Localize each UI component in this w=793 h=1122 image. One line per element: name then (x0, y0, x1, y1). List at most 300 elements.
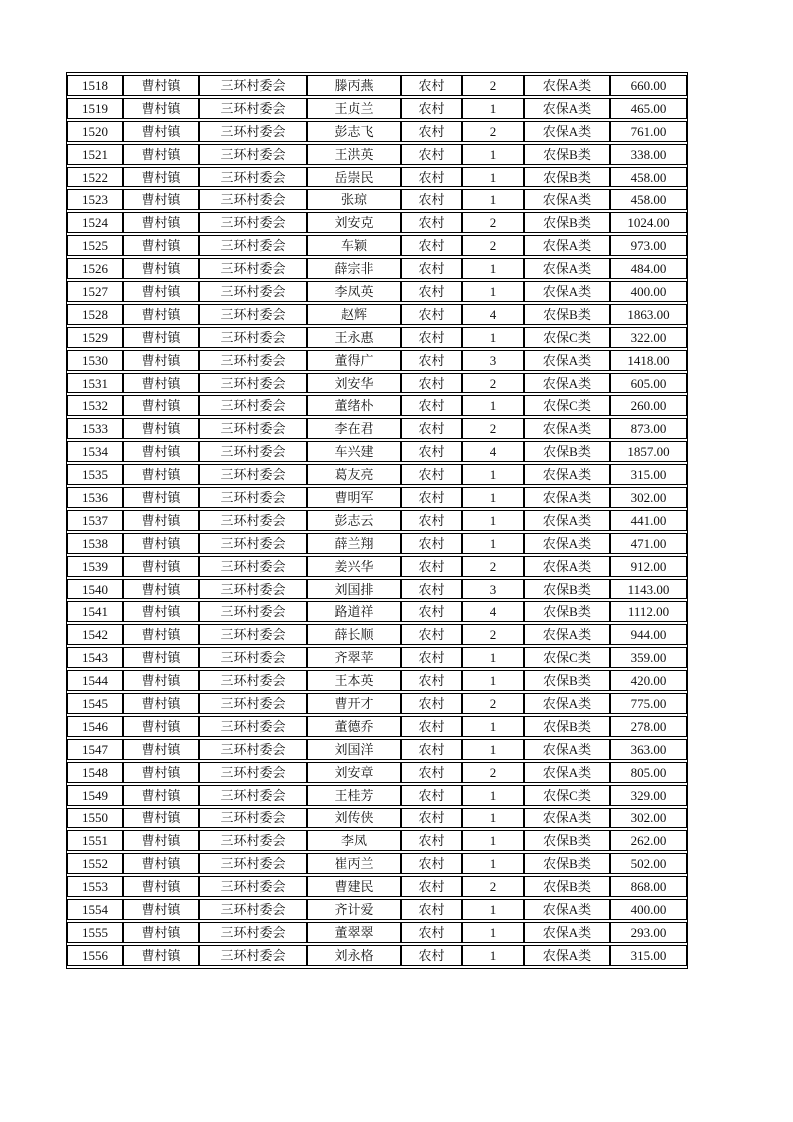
town-cell: 曹村镇 (123, 121, 199, 142)
person-name-cell: 刘国排 (307, 579, 401, 600)
amount-cell: 322.00 (610, 327, 687, 348)
seq-cell: 1554 (67, 899, 123, 920)
seq-cell: 1521 (67, 144, 123, 165)
amount-cell: 868.00 (610, 876, 687, 897)
residence-type-cell: 农村 (401, 945, 462, 966)
table-row (67, 830, 687, 851)
insurance-category-cell: 农保B类 (524, 304, 610, 325)
seq-cell: 1520 (67, 121, 123, 142)
seq-cell: 1552 (67, 853, 123, 874)
person-name-cell: 彭志云 (307, 510, 401, 531)
seq-cell: 1551 (67, 830, 123, 851)
town-cell: 曹村镇 (123, 808, 199, 829)
amount-cell: 302.00 (610, 487, 687, 508)
table-row (67, 395, 687, 416)
person-count-cell: 2 (462, 624, 524, 645)
amount-cell: 262.00 (610, 830, 687, 851)
town-cell: 曹村镇 (123, 75, 199, 96)
table-row (67, 98, 687, 119)
residence-type-cell: 农村 (401, 899, 462, 920)
town-cell: 曹村镇 (123, 716, 199, 737)
town-cell: 曹村镇 (123, 739, 199, 760)
amount-cell: 1857.00 (610, 441, 687, 462)
seq-cell: 1519 (67, 98, 123, 119)
insurance-category-cell: 农保A类 (524, 281, 610, 302)
amount-cell: 484.00 (610, 258, 687, 279)
village-committee-cell: 三环村委会 (199, 808, 307, 829)
person-count-cell: 1 (462, 395, 524, 416)
residence-type-cell: 农村 (401, 395, 462, 416)
person-count-cell: 1 (462, 785, 524, 806)
person-name-cell: 董德乔 (307, 716, 401, 737)
insurance-category-cell: 农保A类 (524, 693, 610, 714)
amount-cell: 502.00 (610, 853, 687, 874)
residence-type-cell: 农村 (401, 922, 462, 943)
amount-cell: 944.00 (610, 624, 687, 645)
residence-type-cell: 农村 (401, 739, 462, 760)
insurance-category-cell: 农保A类 (524, 899, 610, 920)
insurance-category-cell: 农保A类 (524, 808, 610, 829)
table-row (67, 350, 687, 371)
residence-type-cell: 农村 (401, 327, 462, 348)
insurance-category-cell: 农保A类 (524, 556, 610, 577)
town-cell: 曹村镇 (123, 395, 199, 416)
table-row (67, 144, 687, 165)
table-row (67, 510, 687, 531)
town-cell: 曹村镇 (123, 899, 199, 920)
insurance-category-cell: 农保B类 (524, 853, 610, 874)
insurance-category-cell: 农保A类 (524, 510, 610, 531)
table-row (67, 624, 687, 645)
residence-type-cell: 农村 (401, 75, 462, 96)
village-committee-cell: 三环村委会 (199, 830, 307, 851)
person-name-cell: 岳崇民 (307, 167, 401, 188)
insurance-category-cell: 农保A类 (524, 258, 610, 279)
insurance-category-cell: 农保B类 (524, 716, 610, 737)
seq-cell: 1536 (67, 487, 123, 508)
person-count-cell: 2 (462, 373, 524, 394)
person-count-cell: 3 (462, 579, 524, 600)
residence-type-cell: 农村 (401, 830, 462, 851)
amount-cell: 805.00 (610, 762, 687, 783)
residence-type-cell: 农村 (401, 464, 462, 485)
table-row (67, 533, 687, 554)
person-count-cell: 1 (462, 327, 524, 348)
insurance-category-cell: 农保A类 (524, 350, 610, 371)
person-name-cell: 薛兰翔 (307, 533, 401, 554)
town-cell: 曹村镇 (123, 830, 199, 851)
seq-cell: 1529 (67, 327, 123, 348)
village-committee-cell: 三环村委会 (199, 853, 307, 874)
village-committee-cell: 三环村委会 (199, 762, 307, 783)
table-row (67, 808, 687, 829)
seq-cell: 1541 (67, 601, 123, 622)
seq-cell: 1530 (67, 350, 123, 371)
person-name-cell: 李凤 (307, 830, 401, 851)
table-row (67, 418, 687, 439)
insurance-category-cell: 农保C类 (524, 327, 610, 348)
person-name-cell: 齐计爱 (307, 899, 401, 920)
residence-type-cell: 农村 (401, 121, 462, 142)
amount-cell: 605.00 (610, 373, 687, 394)
insurance-category-cell: 农保A类 (524, 373, 610, 394)
table-row (67, 75, 687, 96)
person-name-cell: 张琼 (307, 189, 401, 210)
person-name-cell: 刘永格 (307, 945, 401, 966)
table-row (67, 487, 687, 508)
seq-cell: 1556 (67, 945, 123, 966)
person-name-cell: 王洪英 (307, 144, 401, 165)
person-name-cell: 李凤英 (307, 281, 401, 302)
town-cell: 曹村镇 (123, 876, 199, 897)
village-committee-cell: 三环村委会 (199, 350, 307, 371)
table-row (67, 739, 687, 760)
seq-cell: 1545 (67, 693, 123, 714)
residence-type-cell: 农村 (401, 258, 462, 279)
village-committee-cell: 三环村委会 (199, 487, 307, 508)
amount-cell: 278.00 (610, 716, 687, 737)
person-count-cell: 1 (462, 922, 524, 943)
seq-cell: 1547 (67, 739, 123, 760)
person-name-cell: 王本英 (307, 670, 401, 691)
person-count-cell: 2 (462, 556, 524, 577)
residence-type-cell: 农村 (401, 167, 462, 188)
town-cell: 曹村镇 (123, 144, 199, 165)
residence-type-cell: 农村 (401, 601, 462, 622)
residence-type-cell: 农村 (401, 670, 462, 691)
insurance-roster-table (66, 72, 688, 969)
amount-cell: 420.00 (610, 670, 687, 691)
person-count-cell: 1 (462, 945, 524, 966)
person-count-cell: 2 (462, 235, 524, 256)
village-committee-cell: 三环村委会 (199, 601, 307, 622)
village-committee-cell: 三环村委会 (199, 624, 307, 645)
village-committee-cell: 三环村委会 (199, 945, 307, 966)
table-row (67, 601, 687, 622)
insurance-category-cell: 农保A类 (524, 533, 610, 554)
insurance-category-cell: 农保A类 (524, 98, 610, 119)
table-row (67, 235, 687, 256)
village-committee-cell: 三环村委会 (199, 647, 307, 668)
person-name-cell: 滕丙燕 (307, 75, 401, 96)
town-cell: 曹村镇 (123, 762, 199, 783)
seq-cell: 1548 (67, 762, 123, 783)
village-committee-cell: 三环村委会 (199, 785, 307, 806)
person-count-cell: 1 (462, 144, 524, 165)
village-committee-cell: 三环村委会 (199, 579, 307, 600)
insurance-category-cell: 农保A类 (524, 487, 610, 508)
person-count-cell: 1 (462, 258, 524, 279)
village-committee-cell: 三环村委会 (199, 922, 307, 943)
town-cell: 曹村镇 (123, 601, 199, 622)
person-count-cell: 2 (462, 693, 524, 714)
residence-type-cell: 农村 (401, 235, 462, 256)
person-count-cell: 1 (462, 808, 524, 829)
table-row (67, 189, 687, 210)
amount-cell: 1143.00 (610, 579, 687, 600)
amount-cell: 359.00 (610, 647, 687, 668)
village-committee-cell: 三环村委会 (199, 373, 307, 394)
town-cell: 曹村镇 (123, 647, 199, 668)
village-committee-cell: 三环村委会 (199, 258, 307, 279)
seq-cell: 1544 (67, 670, 123, 691)
insurance-category-cell: 农保A类 (524, 624, 610, 645)
person-count-cell: 2 (462, 212, 524, 233)
table-row (67, 121, 687, 142)
amount-cell: 1418.00 (610, 350, 687, 371)
village-committee-cell: 三环村委会 (199, 121, 307, 142)
table-row (67, 853, 687, 874)
insurance-category-cell: 农保A类 (524, 945, 610, 966)
amount-cell: 471.00 (610, 533, 687, 554)
residence-type-cell: 农村 (401, 647, 462, 668)
person-name-cell: 刘安华 (307, 373, 401, 394)
seq-cell: 1555 (67, 922, 123, 943)
town-cell: 曹村镇 (123, 98, 199, 119)
town-cell: 曹村镇 (123, 350, 199, 371)
insurance-category-cell: 农保A类 (524, 464, 610, 485)
residence-type-cell: 农村 (401, 785, 462, 806)
seq-cell: 1538 (67, 533, 123, 554)
amount-cell: 441.00 (610, 510, 687, 531)
residence-type-cell: 农村 (401, 762, 462, 783)
amount-cell: 293.00 (610, 922, 687, 943)
town-cell: 曹村镇 (123, 693, 199, 714)
seq-cell: 1549 (67, 785, 123, 806)
amount-cell: 1112.00 (610, 601, 687, 622)
insurance-category-cell: 农保A类 (524, 418, 610, 439)
table-row (67, 167, 687, 188)
residence-type-cell: 农村 (401, 144, 462, 165)
table-row (67, 281, 687, 302)
residence-type-cell: 农村 (401, 212, 462, 233)
table-row (67, 212, 687, 233)
table-row (67, 945, 687, 966)
seq-cell: 1546 (67, 716, 123, 737)
town-cell: 曹村镇 (123, 304, 199, 325)
insurance-category-cell: 农保B类 (524, 579, 610, 600)
village-committee-cell: 三环村委会 (199, 304, 307, 325)
amount-cell: 458.00 (610, 167, 687, 188)
person-name-cell: 姜兴华 (307, 556, 401, 577)
residence-type-cell: 农村 (401, 373, 462, 394)
seq-cell: 1531 (67, 373, 123, 394)
insurance-category-cell: 农保A类 (524, 121, 610, 142)
seq-cell: 1537 (67, 510, 123, 531)
town-cell: 曹村镇 (123, 556, 199, 577)
table-row (67, 693, 687, 714)
village-committee-cell: 三环村委会 (199, 670, 307, 691)
town-cell: 曹村镇 (123, 235, 199, 256)
amount-cell: 873.00 (610, 418, 687, 439)
person-name-cell: 曹开才 (307, 693, 401, 714)
village-committee-cell: 三环村委会 (199, 556, 307, 577)
person-count-cell: 4 (462, 441, 524, 462)
amount-cell: 761.00 (610, 121, 687, 142)
person-name-cell: 刘传侠 (307, 808, 401, 829)
residence-type-cell: 农村 (401, 281, 462, 302)
insurance-category-cell: 农保A类 (524, 739, 610, 760)
residence-type-cell: 农村 (401, 876, 462, 897)
residence-type-cell: 农村 (401, 624, 462, 645)
residence-type-cell: 农村 (401, 304, 462, 325)
seq-cell: 1525 (67, 235, 123, 256)
insurance-category-cell: 农保B类 (524, 830, 610, 851)
person-name-cell: 薛宗非 (307, 258, 401, 279)
seq-cell: 1532 (67, 395, 123, 416)
person-count-cell: 1 (462, 510, 524, 531)
seq-cell: 1542 (67, 624, 123, 645)
insurance-category-cell: 农保A类 (524, 922, 610, 943)
village-committee-cell: 三环村委会 (199, 510, 307, 531)
person-name-cell: 王桂芳 (307, 785, 401, 806)
residence-type-cell: 农村 (401, 189, 462, 210)
residence-type-cell: 农村 (401, 716, 462, 737)
town-cell: 曹村镇 (123, 853, 199, 874)
person-count-cell: 1 (462, 853, 524, 874)
town-cell: 曹村镇 (123, 418, 199, 439)
table-row (67, 647, 687, 668)
seq-cell: 1543 (67, 647, 123, 668)
person-count-cell: 2 (462, 121, 524, 142)
person-name-cell: 刘国洋 (307, 739, 401, 760)
table-row (67, 899, 687, 920)
town-cell: 曹村镇 (123, 579, 199, 600)
person-count-cell: 2 (462, 418, 524, 439)
person-count-cell: 2 (462, 876, 524, 897)
person-count-cell: 4 (462, 304, 524, 325)
person-name-cell: 李在君 (307, 418, 401, 439)
insurance-category-cell: 农保C类 (524, 647, 610, 668)
village-committee-cell: 三环村委会 (199, 395, 307, 416)
town-cell: 曹村镇 (123, 922, 199, 943)
table-row (67, 464, 687, 485)
person-count-cell: 1 (462, 464, 524, 485)
table-row (67, 304, 687, 325)
person-name-cell: 刘安章 (307, 762, 401, 783)
village-committee-cell: 三环村委会 (199, 716, 307, 737)
person-count-cell: 1 (462, 830, 524, 851)
residence-type-cell: 农村 (401, 418, 462, 439)
town-cell: 曹村镇 (123, 281, 199, 302)
amount-cell: 315.00 (610, 464, 687, 485)
amount-cell: 775.00 (610, 693, 687, 714)
residence-type-cell: 农村 (401, 441, 462, 462)
village-committee-cell: 三环村委会 (199, 167, 307, 188)
insurance-category-cell: 农保A类 (524, 189, 610, 210)
person-count-cell: 1 (462, 281, 524, 302)
table-row (67, 762, 687, 783)
seq-cell: 1539 (67, 556, 123, 577)
person-count-cell: 2 (462, 762, 524, 783)
village-committee-cell: 三环村委会 (199, 464, 307, 485)
seq-cell: 1534 (67, 441, 123, 462)
amount-cell: 1863.00 (610, 304, 687, 325)
insurance-category-cell: 农保C类 (524, 785, 610, 806)
person-count-cell: 4 (462, 601, 524, 622)
amount-cell: 400.00 (610, 899, 687, 920)
insurance-category-cell: 农保B类 (524, 670, 610, 691)
amount-cell: 465.00 (610, 98, 687, 119)
person-name-cell: 王贞兰 (307, 98, 401, 119)
amount-cell: 260.00 (610, 395, 687, 416)
residence-type-cell: 农村 (401, 853, 462, 874)
amount-cell: 660.00 (610, 75, 687, 96)
person-count-cell: 1 (462, 739, 524, 760)
town-cell: 曹村镇 (123, 670, 199, 691)
person-name-cell: 赵辉 (307, 304, 401, 325)
table-row (67, 556, 687, 577)
person-name-cell: 崔丙兰 (307, 853, 401, 874)
residence-type-cell: 农村 (401, 510, 462, 531)
seq-cell: 1550 (67, 808, 123, 829)
village-committee-cell: 三环村委会 (199, 327, 307, 348)
seq-cell: 1533 (67, 418, 123, 439)
person-count-cell: 1 (462, 533, 524, 554)
amount-cell: 458.00 (610, 189, 687, 210)
village-committee-cell: 三环村委会 (199, 533, 307, 554)
amount-cell: 302.00 (610, 808, 687, 829)
insurance-category-cell: 农保B类 (524, 144, 610, 165)
village-committee-cell: 三环村委会 (199, 212, 307, 233)
village-committee-cell: 三环村委会 (199, 189, 307, 210)
village-committee-cell: 三环村委会 (199, 899, 307, 920)
town-cell: 曹村镇 (123, 624, 199, 645)
amount-cell: 338.00 (610, 144, 687, 165)
seq-cell: 1524 (67, 212, 123, 233)
table-row (67, 922, 687, 943)
seq-cell: 1518 (67, 75, 123, 96)
insurance-category-cell: 农保B类 (524, 601, 610, 622)
village-committee-cell: 三环村委会 (199, 235, 307, 256)
residence-type-cell: 农村 (401, 808, 462, 829)
insurance-category-cell: 农保C类 (524, 395, 610, 416)
table-row (67, 258, 687, 279)
town-cell: 曹村镇 (123, 533, 199, 554)
amount-cell: 363.00 (610, 739, 687, 760)
insurance-category-cell: 农保B类 (524, 167, 610, 188)
person-count-cell: 1 (462, 899, 524, 920)
village-committee-cell: 三环村委会 (199, 144, 307, 165)
town-cell: 曹村镇 (123, 441, 199, 462)
table-row (67, 579, 687, 600)
insurance-category-cell: 农保A类 (524, 235, 610, 256)
town-cell: 曹村镇 (123, 945, 199, 966)
person-name-cell: 葛友亮 (307, 464, 401, 485)
seq-cell: 1523 (67, 189, 123, 210)
town-cell: 曹村镇 (123, 510, 199, 531)
insurance-category-cell: 农保A类 (524, 762, 610, 783)
residence-type-cell: 农村 (401, 533, 462, 554)
insurance-category-cell: 农保B类 (524, 441, 610, 462)
table-sheet (66, 72, 688, 969)
table-row (67, 441, 687, 462)
amount-cell: 912.00 (610, 556, 687, 577)
village-committee-cell: 三环村委会 (199, 281, 307, 302)
person-count-cell: 1 (462, 647, 524, 668)
table-row (67, 716, 687, 737)
town-cell: 曹村镇 (123, 327, 199, 348)
amount-cell: 1024.00 (610, 212, 687, 233)
seq-cell: 1528 (67, 304, 123, 325)
residence-type-cell: 农村 (401, 487, 462, 508)
insurance-category-cell: 农保B类 (524, 876, 610, 897)
village-committee-cell: 三环村委会 (199, 418, 307, 439)
town-cell: 曹村镇 (123, 464, 199, 485)
seq-cell: 1535 (67, 464, 123, 485)
town-cell: 曹村镇 (123, 258, 199, 279)
residence-type-cell: 农村 (401, 98, 462, 119)
